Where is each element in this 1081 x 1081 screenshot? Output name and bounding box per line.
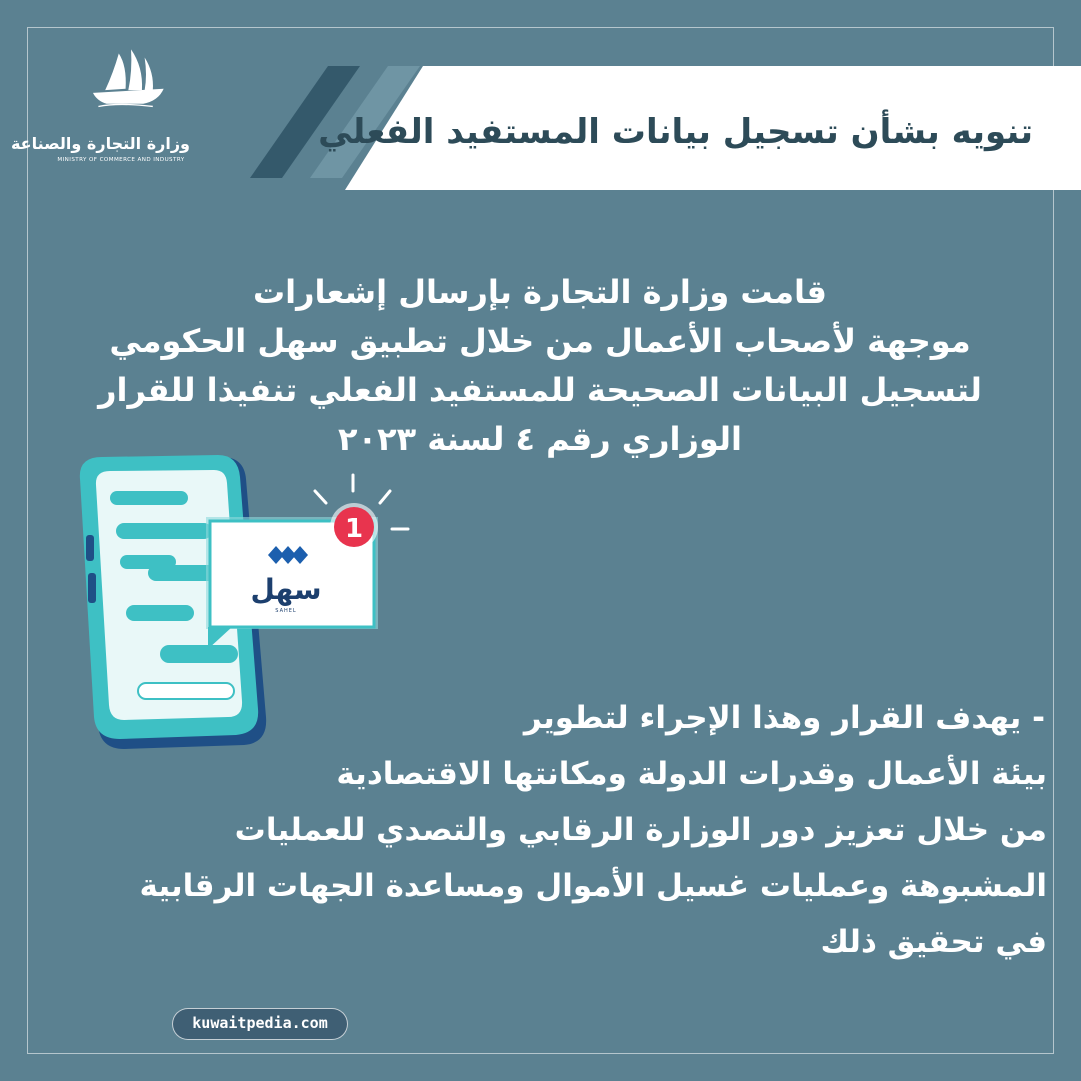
intro-paragraph xyxy=(60,268,1020,464)
sahel-logo-text: سهل xyxy=(250,573,322,606)
website-badge[interactable]: kuwaitpedia.com xyxy=(172,1008,348,1040)
dhow-ship-icon xyxy=(64,48,194,133)
body-line: - يهدف القرار وهذا الإجراء لتطوير xyxy=(523,700,1045,736)
body-line: في تحقيق ذلك xyxy=(820,924,1047,960)
ministry-name-arabic: وزارة التجارة والصناعة xyxy=(10,134,190,153)
intro-line: لتسجيل البيانات الصحيحة للمستفيد الفعلي تنفيذا للقرار xyxy=(98,371,982,409)
body-paragraph xyxy=(37,690,1047,970)
sahel-logo-subtext: SAHEL xyxy=(275,608,297,614)
intro-line: الوزاري رقم ٤ لسنة ٢٠٢٣ xyxy=(338,420,742,458)
body-line: المشبوهة وعمليات غسيل الأموال ومساعدة الجهات الرقابية xyxy=(139,868,1047,904)
body-line: من خلال تعزيز دور الوزارة الرقابي والتصدي للعمليات xyxy=(234,812,1047,848)
intro-line: قامت وزارة التجارة بإرسال إشعارات xyxy=(252,273,827,311)
intro-line: موجهة لأصحاب الأعمال من خلال تطبيق سهل الحكومي xyxy=(109,322,971,360)
page-title: تنويه بشأن تسجيل بيانات المستفيد الفعلي xyxy=(318,112,1033,152)
body-line: بيئة الأعمال وقدرات الدولة ومكانتها الاقتصادية xyxy=(336,756,1047,792)
notification-count: 1 xyxy=(344,514,364,544)
ministry-name-english: MINISTRY OF COMMERCE AND INDUSTRY xyxy=(57,157,185,163)
